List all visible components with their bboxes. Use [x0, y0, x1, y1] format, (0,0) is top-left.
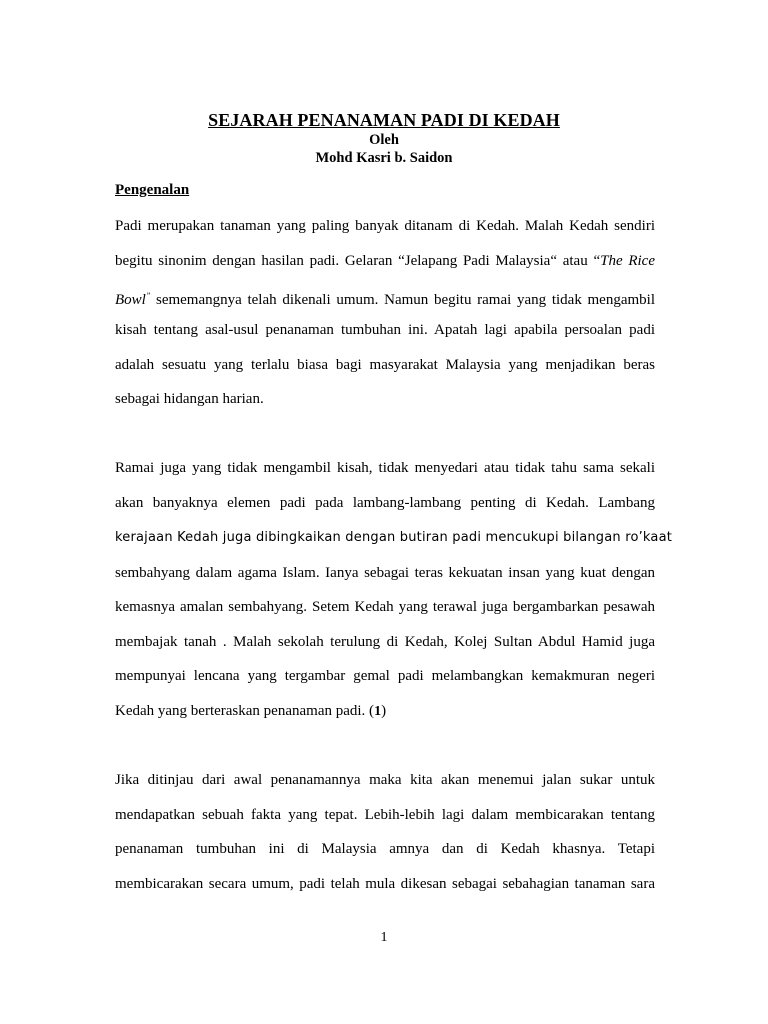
footnote-reference-close: ) [381, 703, 387, 719]
paragraph-1-line-1: Padi merupakan tanaman yang paling banyak ditanam di Kedah. Malah Kedah sendiri [115, 218, 655, 234]
page-number: 1 [380, 930, 388, 945]
footnote-reference: 1 [374, 704, 382, 719]
paragraph-1-line-4: kisah tentang asal-usul penanaman tumbuhan ini. Apatah lagi apabila persoalan padi [115, 322, 655, 338]
paragraph-2-line-2: akan banyaknya elemen padi pada lambang-lambang penting di Kedah. Lambang [115, 495, 655, 511]
paragraph-2-line-8-text: Kedah yang berteraskan penanaman padi. ( [115, 703, 375, 719]
rice-bowl-italic-text: The Rice [600, 253, 655, 269]
paragraph-2-line-1: Ramai juga yang tidak mengambil kisah, tidak menyedari atau tidak tahu sama sekali [115, 460, 655, 476]
paragraph-3-line-3: penanaman tumbuhan ini di Malaysia amnya dan di Kedah khasnya. Tetapi [115, 841, 655, 857]
paragraph-2-line-5: kemasnya amalan sembahyang. Setem Kedah yang terawal juga bergambarkan pesawah [115, 599, 655, 615]
paragraph-1-line-3-text: sememangnya telah dikenali umum. Namun begitu ramai yang tidak mengambil [150, 292, 655, 308]
paragraph-1-line-6: sebagai hidangan harian. [115, 391, 264, 407]
paragraph-2-line-8 [115, 702, 655, 721]
paragraph-2-line-6: membajak tanah . Malah sekolah terulung di Kedah, Kolej Sultan Abdul Hamid juga [115, 634, 655, 650]
bowl-italic-text: Bowl [115, 292, 146, 308]
paragraph-2-line-3: kerajaan Kedah juga dibingkaikan dengan butiran padi mencukupi bilangan ro’kaat [115, 530, 673, 545]
paragraph-3-line-4: membicarakan secara umum, padi telah mula dikesan sebagai sebahagian tanaman sara [115, 876, 655, 892]
by-label: Oleh [369, 132, 399, 148]
author-name: Mohd Kasri b. Saidon [315, 150, 453, 166]
paragraph-1-line-2-text: begitu sinonim dengan hasilan padi. Gelaran “Jelapang Padi Malaysia“ atau “ [115, 253, 601, 269]
paragraph-3-line-1: Jika ditinjau dari awal penanamannya maka kita akan menemui jalan sukar untuk [115, 772, 655, 788]
paragraph-3-line-2: mendapatkan sebuah fakta yang tepat. Lebih-lebih lagi dalam membicarakan tentang [115, 807, 655, 823]
paragraph-1-line-5: adalah sesuatu yang terlalu biasa bagi masyarakat Malaysia yang menjadikan beras [115, 357, 655, 373]
paragraph-1-line-2 [115, 252, 655, 270]
section-heading: Pengenalan [115, 182, 190, 198]
paragraph-2-line-4: sembahyang dalam agama Islam. Ianya sebagai teras kekuatan insan yang kuat dengan [115, 565, 655, 581]
closing-quote-superscript: ” [145, 291, 151, 300]
paragraph-2-line-7: mempunyai lencana yang tergambar gemal padi melambangkan kemakmuran negeri [115, 668, 655, 684]
document-title: SEJARAH PENANAMAN PADI DI KEDAH [208, 110, 560, 130]
paragraph-1-line-3 [115, 287, 655, 309]
